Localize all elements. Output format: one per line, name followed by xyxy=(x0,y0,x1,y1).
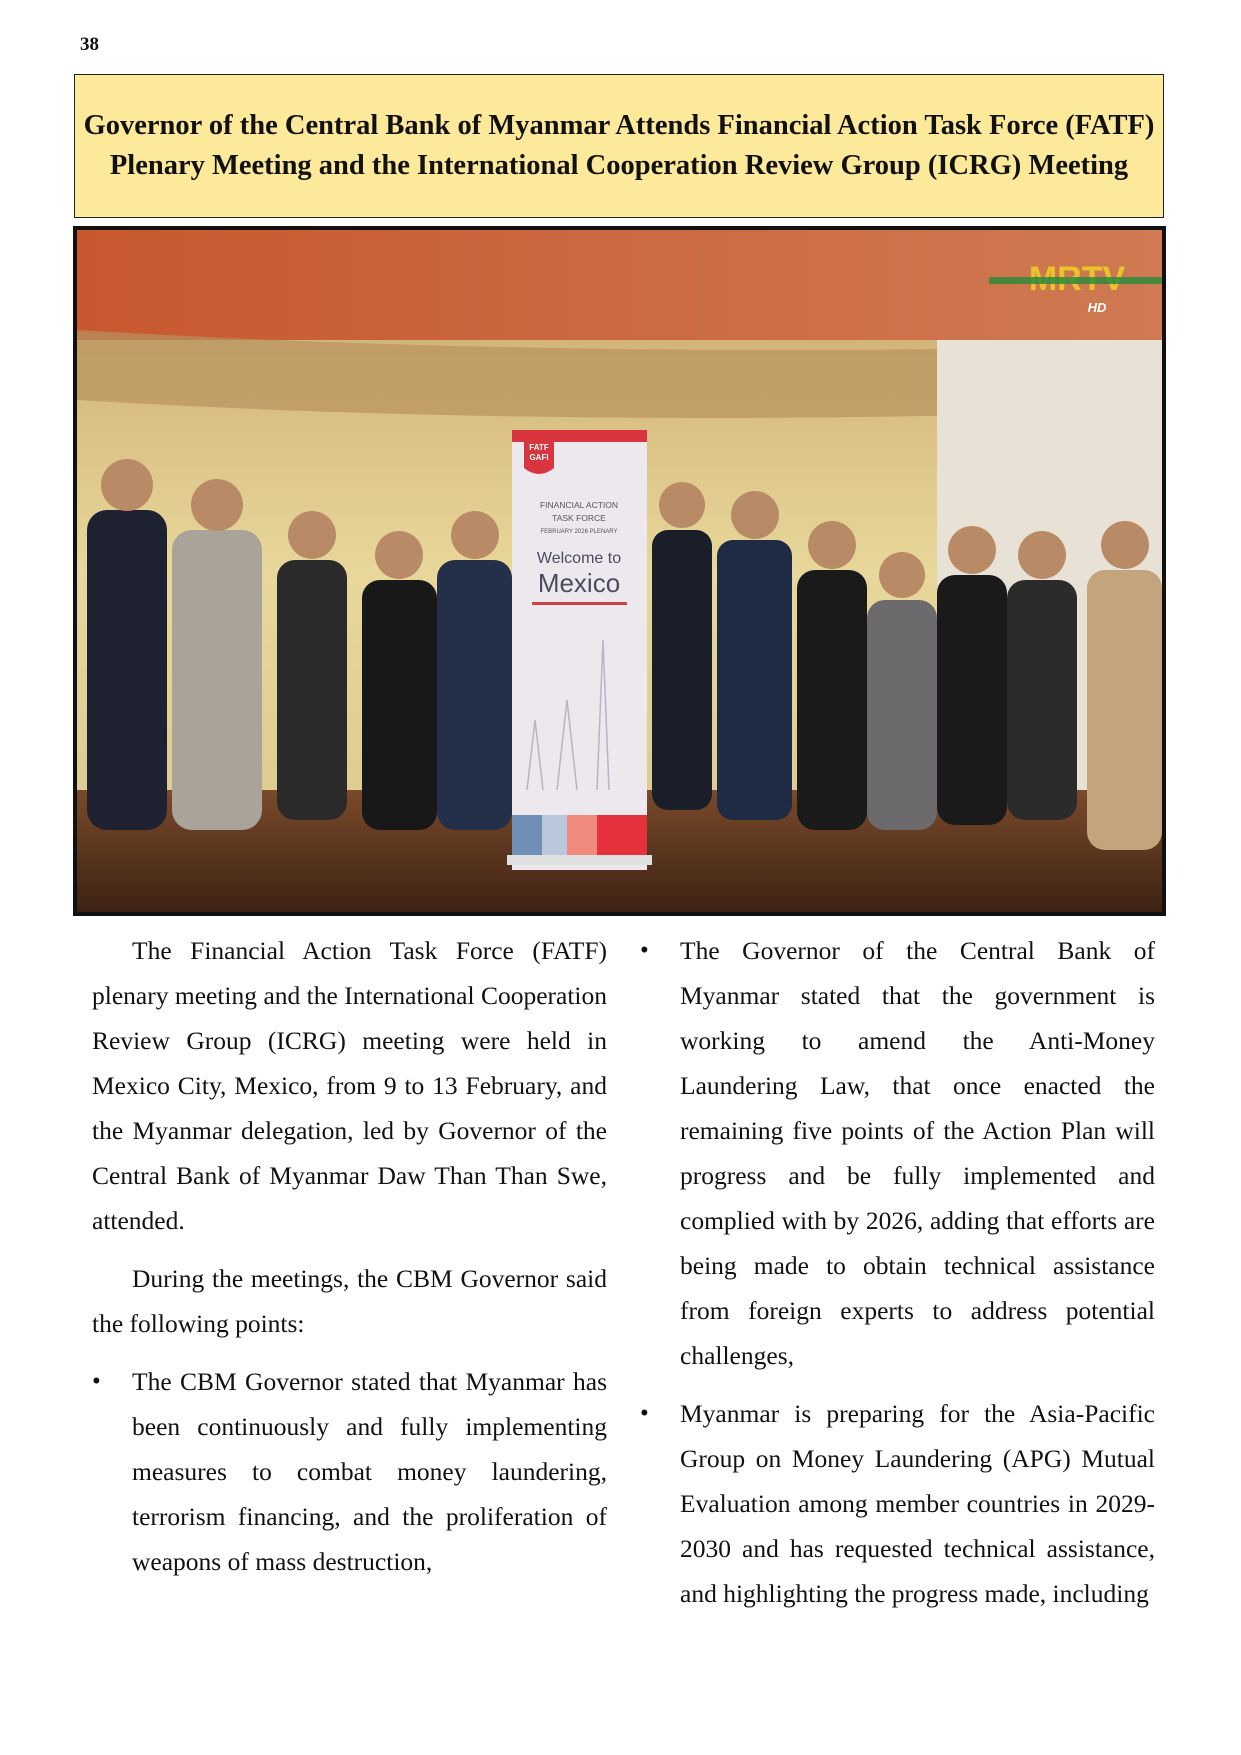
bullet-item xyxy=(92,1359,607,1584)
bullet-item xyxy=(640,928,1155,1378)
bullet-icon: • xyxy=(92,1368,101,1395)
fatf-banner xyxy=(507,430,652,870)
banner-line2: TASK FORCE xyxy=(552,513,606,523)
bullet-icon: • xyxy=(640,937,649,964)
article-title: Governor of the Central Bank of Myanmar Attends Financial Action Task Force (FATF) Plenary Meeting and the International Cooperation Review Group (ICRG) Meeting xyxy=(83,110,1155,181)
bullet-text: The CBM Governor stated that Myanmar has been continuously and fully implementing measures to combat money laundering, terrorism financing, and the proliferation of weapons of mass destruction, xyxy=(132,1367,607,1576)
banner-line3: FEBRUARY 2026 PLENARY xyxy=(540,529,618,535)
photo-illustration xyxy=(77,230,1162,912)
article-photo xyxy=(73,226,1166,916)
bullet-item xyxy=(640,1391,1155,1616)
banner-logo-line2: GAFI xyxy=(529,453,549,462)
bullet-text: Myanmar is preparing for the Asia-Pacific Group on Money Laundering (APG) Mutual Evaluation among member countries in 2029-2030 and has requested technical assistance, and highlighting the progress made, including xyxy=(680,1399,1155,1608)
banner-logo-line1: FATF xyxy=(529,443,549,452)
page-number: 38 xyxy=(80,34,99,55)
right-column xyxy=(640,928,1155,1629)
left-column xyxy=(92,928,607,1597)
bullet-icon: • xyxy=(640,1400,649,1427)
paragraph-points-lead: During the meetings, the CBM Governor said the following points: xyxy=(92,1264,607,1338)
article-title-box xyxy=(74,74,1164,218)
bullet-text: The Governor of the Central Bank of Myanmar stated that the government is working to amend the Anti-Money Laundering Law, that once enacted the remaining five points of the Action Plan will progress and be fully implemented and complied with by 2026, adding that efforts are being made to obtain technical assistance from foreign experts to address potential challenges, xyxy=(680,936,1155,1370)
watermark-sub: HD xyxy=(1087,300,1107,315)
paragraph-intro: The Financial Action Task Force (FATF) plenary meeting and the International Cooperation Review Group (ICRG) meeting were held in Mexico City, Mexico, from 9 to 13 February, and the Myanmar delegation, led by Governor of the Central Bank of Myanmar Daw Than Than Swe, attended. xyxy=(92,936,607,1235)
ceiling xyxy=(77,230,1162,340)
banner-welcome: Welcome to xyxy=(536,550,622,567)
banner-city: Mexico xyxy=(537,568,621,598)
banner-line1: FINANCIAL ACTION xyxy=(539,500,619,510)
